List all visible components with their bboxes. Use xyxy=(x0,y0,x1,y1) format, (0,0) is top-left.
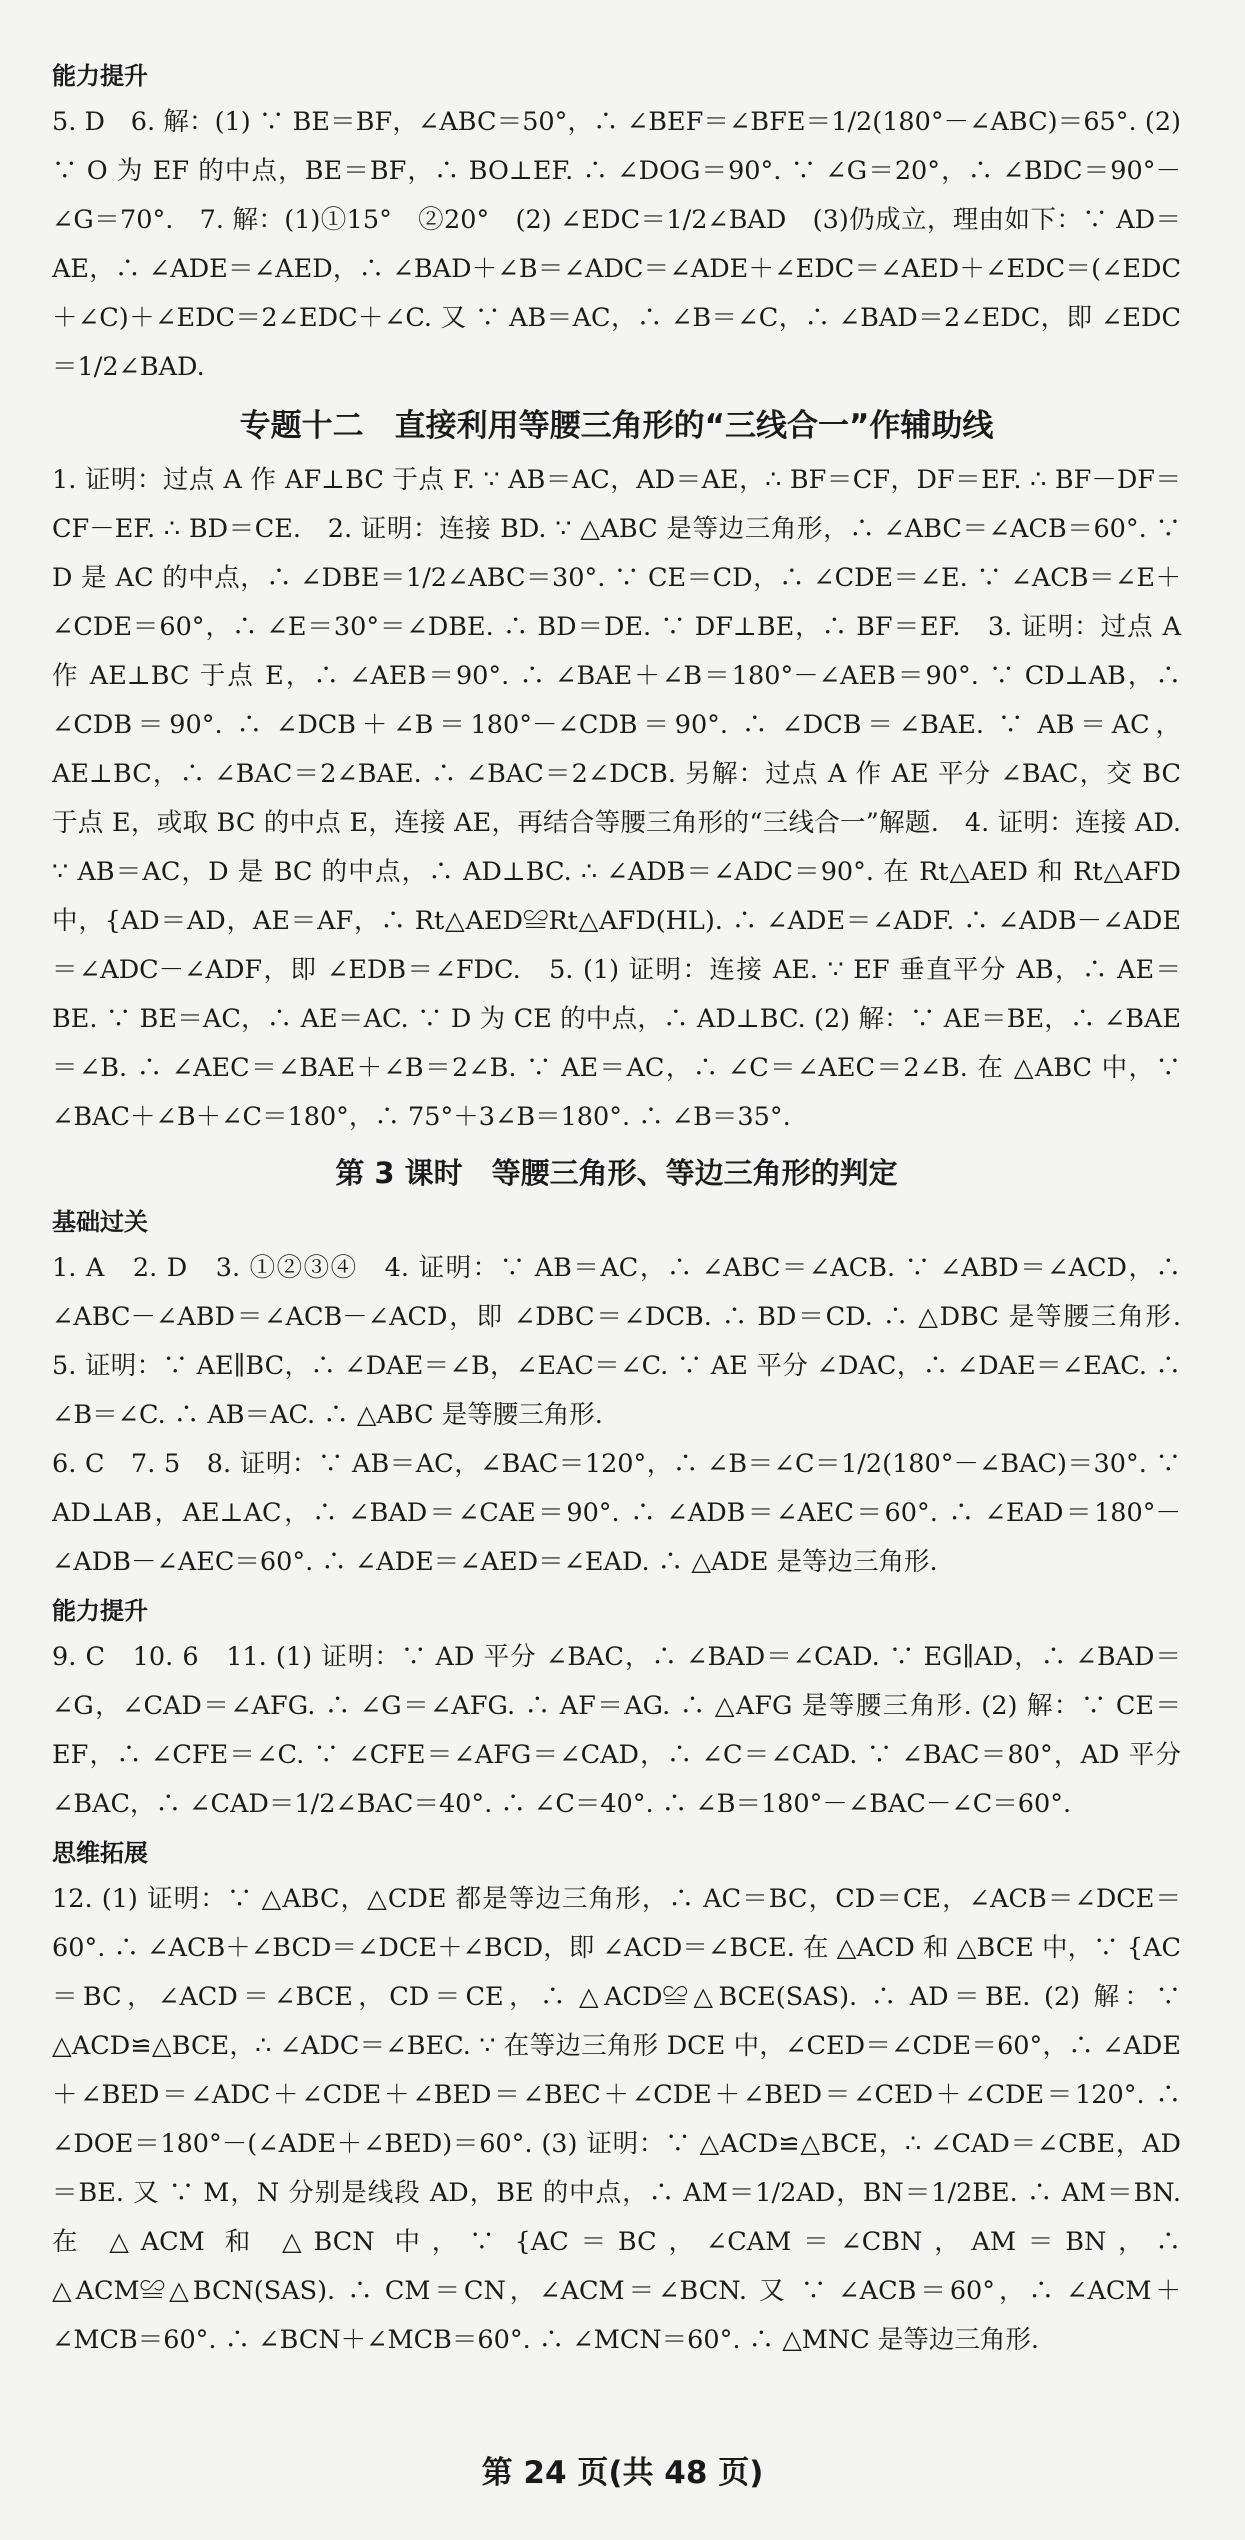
topic-title: 专题十二 直接利用等腰三角形的“三线合一”作辅助线 xyxy=(239,408,994,444)
answer-paragraph: 1. A 2. D 3. ①②③④ 4. 证明：∵ AB＝AC，∴ ∠ABC＝∠ACB. ∵ ∠ABD＝∠ACD，∴ ∠ABC－∠ABD＝∠ACB－∠ACD，即 ∠DBC＝∠DCB. ∴ BD＝CD. ∴ △DBC 是等腰三角形. 5. 证明：∵ AE∥BC，∴ ∠DAE＝∠B，∠EAC＝∠C. ∵ AE 平分 ∠DAC，∴ ∠DAE＝∠EAC. ∴ ∠B＝∠C. ∴ AB＝AC. ∴ △ABC 是等腰三角形. xyxy=(52,1253,1207,1430)
topic-12 xyxy=(52,400,1181,1142)
section-ability-1 xyxy=(52,56,1181,392)
section-heading: 能力提升 xyxy=(52,1597,148,1625)
answer-paragraph: 5. D 6. 解：(1) ∵ BE＝BF，∠ABC＝50°，∴ ∠BEF＝∠BFE＝1/2(180°－∠ABC)＝65°. (2) ∵ O 为 EF 的中点，BE＝BF，∴ BO⊥EF. ∴ ∠DOG＝90°. ∵ ∠G＝20°，∴ ∠BDC＝90°－∠G＝70°. 7. 解：(1)①15° ②20° (2) ∠EDC＝1/2∠BAD (3)仍成立，理由如下：∵ AD＝AE，∴ ∠ADE＝∠AED，∴ ∠BAD＋∠B＝∠ADC＝∠ADE＋∠EDC＝∠AED＋∠EDC＝(∠EDC＋∠C)＋∠EDC＝2∠EDC＋∠C. 又 ∵ AB＝AC，∴ ∠B＝∠C，∴ ∠BAD＝2∠EDC，即 ∠EDC＝1/2∠BAD. xyxy=(52,107,1181,382)
section-basic xyxy=(52,1202,1207,1587)
section-extension xyxy=(52,1833,1181,2365)
page-number-footer: 第 24 页(共 48 页) xyxy=(481,2455,764,2491)
section-heading: 能力提升 xyxy=(52,62,148,90)
section-ability-2 xyxy=(52,1591,1181,1829)
section-heading: 思维拓展 xyxy=(52,1839,148,1867)
lesson-title: 第 3 课时 等腰三角形、等边三角形的判定 xyxy=(335,1156,898,1190)
section-heading: 基础过关 xyxy=(52,1208,148,1236)
answer-paragraph: 1. 证明：过点 A 作 AF⊥BC 于点 F. ∵ AB＝AC，AD＝AE，∴ BF＝CF，DF＝EF. ∴ BF－DF＝CF－EF. ∴ BD＝CE. 2. 证明：连接 BD. ∵ △ABC 是等边三角形，∴ ∠ABC＝∠ACB＝60°. ∵ D 是 AC 的中点，∴ ∠DBE＝1/2∠ABC＝30°. ∵ CE＝CD，∴ ∠CDE＝∠E. ∵ ∠ACB＝∠E＋∠CDE＝60°，∴ ∠E＝30°＝∠DBE. ∴ BD＝DE. ∵ DF⊥BE，∴ BF＝EF. 3. 证明：过点 A 作 AE⊥BC 于点 E，∴ ∠AEB＝90°. ∴ ∠BAE＋∠B＝180°－∠AEB＝90°. ∵ CD⊥AB，∴ ∠CDB＝90°. ∴ ∠DCB＋∠B＝180°－∠CDB＝90°. ∴ ∠DCB＝∠BAE. ∵ AB＝AC，AE⊥BC，∴ ∠BAC＝2∠BAE. ∴ ∠BAC＝2∠DCB. 另解：过点 A 作 AE 平分 ∠BAC，交 BC 于点 E，或取 BC 的中点 E，连接 AE，再结合等腰三角形的“三线合一”解题. 4. 证明：连接 AD. ∵ AB＝AC，D 是 BC 的中点，∴ AD⊥BC. ∴ ∠ADB＝∠ADC＝90°. 在 Rt△AED 和 Rt△AFD 中，{AD＝AD，AE＝AF，∴ Rt△AED≌Rt△AFD(HL). ∴ ∠ADE＝∠ADF. ∴ ∠ADB－∠ADE＝∠ADC－∠ADF，即 ∠EDB＝∠FDC. 5. (1) 证明：连接 AE. ∵ EF 垂直平分 AB，∴ AE＝BE. ∵ BE＝AC，∴ AE＝AC. ∵ D 为 CE 的中点，∴ AD⊥BC. (2) 解：∵ AE＝BE，∴ ∠BAE＝∠B. ∴ ∠AEC＝∠BAE＋∠B＝2∠B. ∵ AE＝AC，∴ ∠C＝∠AEC＝2∠B. 在 △ABC 中，∵ ∠BAC＋∠B＋∠C＝180°，∴ 75°＋3∠B＝180°. ∴ ∠B＝35°. xyxy=(52,465,1181,1132)
answer-paragraph: 6. C 7. 5 8. 证明：∵ AB＝AC，∠BAC＝120°，∴ ∠B＝∠C＝1/2(180°－∠BAC)＝30°. ∵ AD⊥AB，AE⊥AC，∴ ∠BAD＝∠CAE＝90°. ∴ ∠ADB＝∠AEC＝60°. ∴ ∠EAD＝180°－∠ADB－∠AEC＝60°. ∴ ∠ADE＝∠AED＝∠EAD. ∴ △ADE 是等边三角形. xyxy=(52,1449,1181,1577)
answer-paragraph: 9. C 10. 6 11. (1) 证明：∵ AD 平分 ∠BAC，∴ ∠BAD＝∠CAD. ∵ EG∥AD，∴ ∠BAD＝∠G，∠CAD＝∠AFG. ∴ ∠G＝∠AFG. ∴ AF＝AG. ∴ △AFG 是等腰三角形. (2) 解：∵ CE＝EF，∴ ∠CFE＝∠C. ∵ ∠CFE＝∠AFG＝∠CAD，∴ ∠C＝∠CAD. ∵ ∠BAC＝80°，AD 平分 ∠BAC，∴ ∠CAD＝1/2∠BAC＝40°. ∴ ∠C＝40°. ∴ ∠B＝180°－∠BAC－∠C＝60°. xyxy=(52,1642,1181,1819)
answer-paragraph: 12. (1) 证明：∵ △ABC，△CDE 都是等边三角形，∴ AC＝BC，CD＝CE，∠ACB＝∠DCE＝60°. ∴ ∠ACB＋∠BCD＝∠DCE＋∠BCD，即 ∠ACD＝∠BCE. 在 △ACD 和 △BCE 中，∵ {AC＝BC，∠ACD＝∠BCE，CD＝CE，∴ △ACD≌△BCE(SAS). ∴ AD＝BE. (2) 解：∵ △ACD≌△BCE，∴ ∠ADC＝∠BEC. ∵ 在等边三角形 DCE 中，∠CED＝∠CDE＝60°，∴ ∠ADE＋∠BED＝∠ADC＋∠CDE＋∠BED＝∠BEC＋∠CDE＋∠BED＝∠CED＋∠CDE＝120°. ∴ ∠DOE＝180°－(∠ADE＋∠BED)＝60°. (3) 证明：∵ △ACD≌△BCE，∴ ∠CAD＝∠CBE，AD＝BE. 又 ∵ M，N 分别是线段 AD，BE 的中点，∴ AM＝1/2AD，BN＝1/2BE. ∴ AM＝BN. 在 △ACM 和 △BCN 中，∵ {AC＝BC，∠CAM＝∠CBN，AM＝BN，∴ △ACM≌△BCN(SAS). ∴ CM＝CN，∠ACM＝∠BCN. 又 ∵ ∠ACB＝60°，∴ ∠ACM＋∠MCB＝60°. ∴ ∠BCN＋∠MCB＝60°. ∴ ∠MCN＝60°. ∴ △MNC 是等边三角形. xyxy=(52,1884,1181,2355)
